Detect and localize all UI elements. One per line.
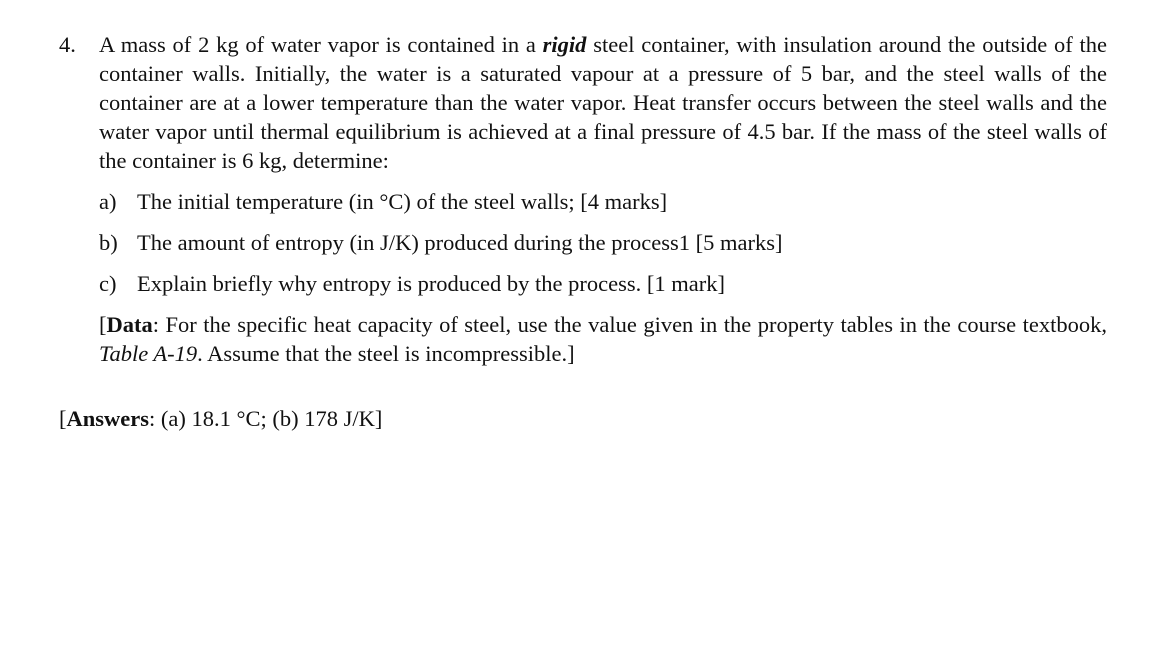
answers-open-bracket: [: [59, 406, 67, 431]
part-text: The amount of entropy (in J/K) produced during the process1 [5 marks]: [137, 230, 783, 255]
data-label: Data: [106, 312, 153, 337]
answers-text: : (a) 18.1 °C; (b) 178 J/K]: [149, 406, 383, 431]
part-b: [99, 228, 1109, 257]
statement-text-end: steel container, with insulation around the outside of the container walls. Initially, the water is a saturated vapour at a pressure of 5 bar, and the steel walls of the container are at a lower temperature than the water vapor. Heat transfer occurs between the steel walls and the water vapor until thermal equilibrium is achieved at a final pressure of 4.5 bar. If the mass of the steel walls of the container is 6 kg, determine:: [99, 32, 1107, 173]
question-statement: [99, 30, 1107, 175]
answers-line: [59, 404, 382, 433]
part-text: The initial temperature (in °C) of the steel walls; [4 marks]: [137, 189, 668, 214]
data-open-bracket: [: [99, 312, 107, 337]
part-letter: c): [99, 271, 117, 296]
answers-label: Answers: [66, 406, 149, 431]
question-4: [59, 30, 1109, 368]
rigid-emphasis: rigid: [542, 32, 587, 57]
data-text: : For the specific heat capacity of steel, use the value given in the property tables in the course textbook,: [152, 312, 1107, 337]
data-note: [99, 310, 1107, 368]
part-a: [99, 187, 1109, 216]
data-text-end: . Assume that the steel is incompressible.]: [197, 341, 575, 366]
question-number: 4.: [59, 32, 76, 57]
question-parts: [99, 187, 1109, 298]
part-text: Explain briefly why entropy is produced by the process. [1 mark]: [137, 271, 725, 296]
part-c: [99, 269, 1109, 298]
part-letter: a): [99, 189, 117, 214]
table-reference: Table A-19: [99, 341, 198, 366]
statement-text-start: A mass of 2 kg of water vapor is contained in a: [99, 32, 543, 57]
part-letter: b): [99, 230, 118, 255]
